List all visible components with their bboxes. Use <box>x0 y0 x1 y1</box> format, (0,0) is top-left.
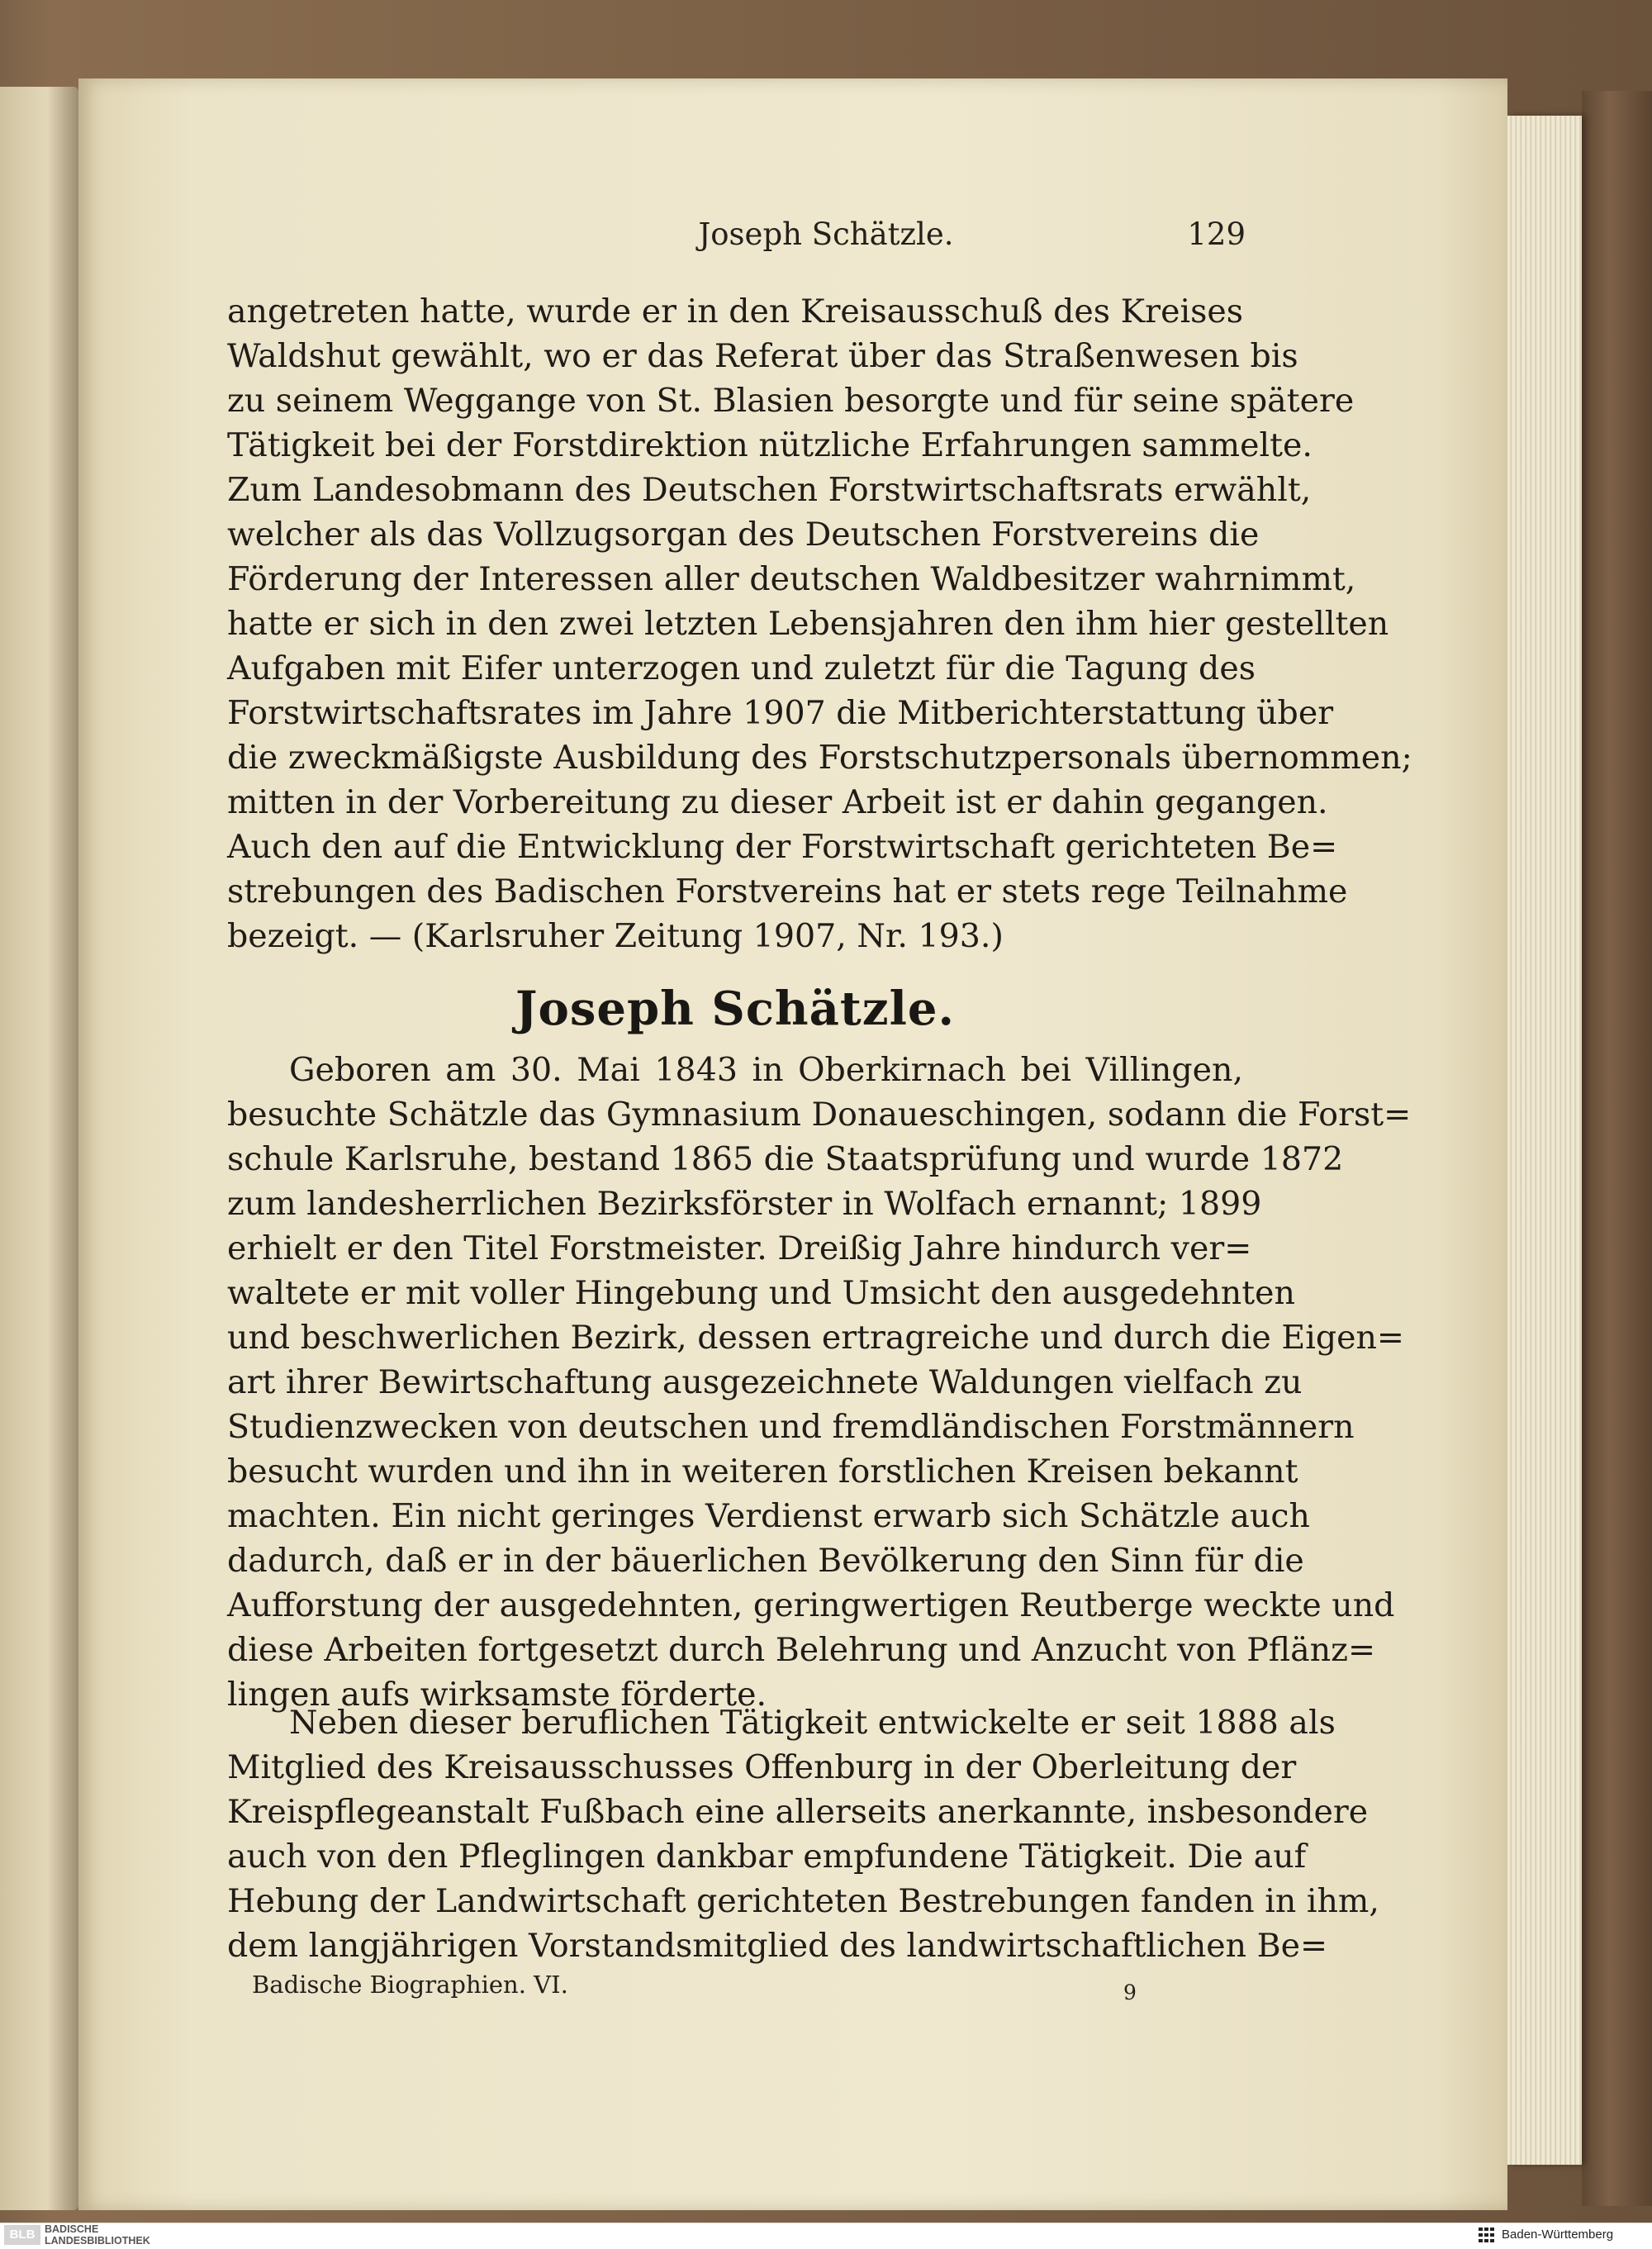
text-line: Aufforstung der ausgedehnten, geringwertigen Reutberge weckte und <box>227 1586 1395 1624</box>
page-stack-edge <box>1507 116 1582 2165</box>
text-line: waltete er mit voller Hingebung und Umsicht den ausgedehnten <box>227 1274 1295 1312</box>
blb-name <box>45 2223 150 2247</box>
text-line: Geboren am 30. Mai 1843 in Oberkirnach bei Villingen, <box>289 1051 1243 1089</box>
text-line: Förderung der Interessen aller deutschen Waldbesitzer wahrnimmt, <box>227 560 1356 598</box>
text-line: strebungen des Badischen Forstvereins hat er stets rege Teilnahme <box>227 872 1348 911</box>
text-line: zum landesherrlichen Bezirksförster in Wolfach ernannt; 1899 <box>227 1185 1262 1223</box>
text-line: Kreispflegeanstalt Fußbach eine allerseits anerkannte, insbesondere <box>227 1793 1369 1831</box>
text-line: auch von den Pfleglingen dankbar empfundene Tätigkeit. Die auf <box>227 1838 1307 1876</box>
text-line: welcher als das Vollzugsorgan des Deutschen Forstvereins die <box>227 516 1260 554</box>
bottom-bar <box>0 2223 1652 2249</box>
blb-name-line1: BADISCHE <box>45 2223 99 2235</box>
text-line: mitten in der Vorbereitung zu dieser Arbeit ist er dahin gegangen. <box>227 783 1328 821</box>
bw-name[interactable]: Baden-Württemberg <box>1502 2228 1614 2242</box>
text-line: diese Arbeiten fortgesetzt durch Belehrung und Anzucht von Pflänz= <box>227 1631 1376 1669</box>
text-line: dadurch, daß er in der bäuerlichen Bevölkerung den Sinn für die <box>227 1542 1304 1580</box>
text-line: Hebung der Landwirtschaft gerichteten Bestrebungen fanden in ihm, <box>227 1882 1379 1920</box>
lion-crest-svg <box>1475 2225 1497 2245</box>
text-line: besucht wurden und ihn in weiteren forstlichen Kreisen bekannt <box>227 1453 1298 1491</box>
lion-crest-icon[interactable] <box>1475 2225 1497 2245</box>
book-cover-edge <box>1582 91 1652 2206</box>
text-line: Mitglied des Kreisausschusses Offenburg in der Oberleitung der <box>227 1748 1297 1786</box>
text-line: zu seinem Weggange von St. Blasien besorgte und für seine spätere <box>227 382 1355 420</box>
text-line: die zweckmäßigste Ausbildung des Forstschutzpersonals übernommen; <box>227 739 1412 777</box>
footer-book-title: Badische Biographien. VI. <box>252 1971 568 1999</box>
text-line: machten. Ein nicht geringes Verdienst erwarb sich Schätzle auch <box>227 1497 1310 1535</box>
text-line: Auch den auf die Entwicklung der Forstwirtschaft gerichteten Be= <box>227 828 1338 866</box>
text-line: schule Karlsruhe, bestand 1865 die Staatsprüfung und wurde 1872 <box>227 1140 1344 1178</box>
text-line: erhielt er den Titel Forstmeister. Dreißig Jahre hindurch ver= <box>227 1229 1252 1267</box>
text-line: Studienzwecken von deutschen und fremdländischen Forstmännern <box>227 1408 1355 1446</box>
left-page-edge <box>0 87 78 2210</box>
text-line: und beschwerlichen Bezirk, dessen ertragreiche und durch die Eigen= <box>227 1319 1405 1357</box>
section-title: Joseph Schätzle. <box>515 982 955 1036</box>
text-line: art ihrer Bewirtschaftung ausgezeichnete Waldungen vielfach zu <box>227 1363 1303 1401</box>
blb-logo[interactable]: BLB <box>4 2225 40 2245</box>
page-number: 129 <box>1187 216 1246 252</box>
running-head: Joseph Schätzle. <box>698 216 954 252</box>
text-line: Zum Landesobmann des Deutschen Forstwirtschaftsrats erwählt, <box>227 471 1312 509</box>
text-line: Aufgaben mit Eifer unterzogen und zuletzt für die Tagung des <box>227 649 1256 687</box>
text-line: angetreten hatte, wurde er in den Kreisausschuß des Kreises <box>227 292 1243 330</box>
blb-name-line2: LANDESBIBLIOTHEK <box>45 2235 150 2247</box>
text-line: Waldshut gewählt, wo er das Referat über das Straßenwesen bis <box>227 337 1298 375</box>
signature-mark: 9 <box>1123 1980 1137 2004</box>
text-line: Neben dieser beruflichen Tätigkeit entwickelte er seit 1888 als <box>289 1704 1336 1742</box>
text-line: dem langjährigen Vorstandsmitglied des landwirtschaftlichen Be= <box>227 1927 1328 1965</box>
text-line: bezeigt. — (Karlsruher Zeitung 1907, Nr. 193.) <box>227 917 1004 955</box>
text-line: Tätigkeit bei der Forstdirektion nützliche Erfahrungen sammelte. <box>227 426 1313 464</box>
text-line: hatte er sich in den zwei letzten Lebensjahren den ihm hier gestellten <box>227 605 1389 643</box>
text-line: lingen aufs wirksamste förderte. <box>227 1676 767 1714</box>
text-line: Forstwirtschaftsrates im Jahre 1907 die Mitberichterstattung über <box>227 694 1334 732</box>
text-line: besuchte Schätzle das Gymnasium Donaueschingen, sodann die Forst= <box>227 1096 1412 1134</box>
